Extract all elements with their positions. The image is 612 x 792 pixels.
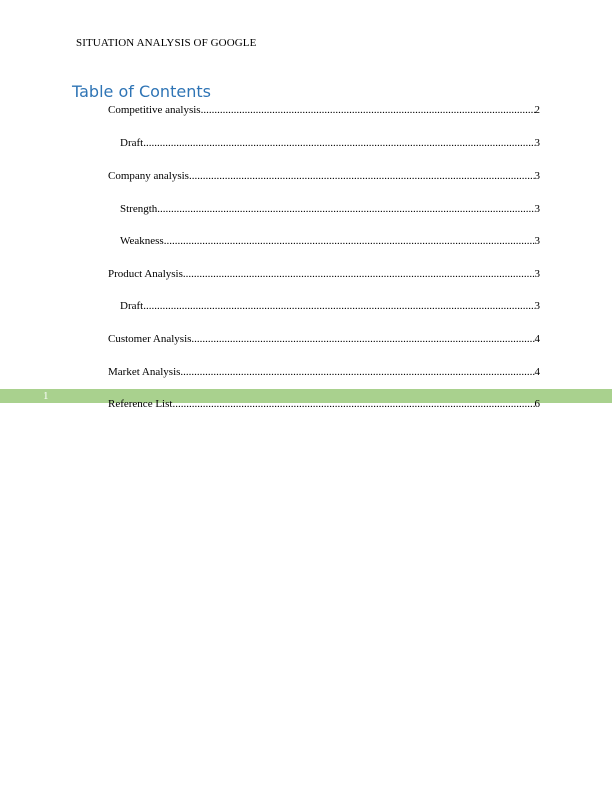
toc-entry-customer-analysis[interactable] — [108, 333, 540, 346]
toc-entry-label: Company analysis — [108, 170, 189, 182]
toc-entry-label: Strength — [120, 203, 158, 215]
toc-leader — [191, 333, 534, 346]
toc-entry-page: 6 — [534, 398, 540, 410]
toc-entry-page: 3 — [534, 203, 540, 215]
toc-entry-reference-list[interactable] — [108, 398, 540, 411]
toc-title: Table of Contents — [72, 82, 211, 101]
toc-entry-page: 3 — [534, 300, 540, 312]
toc-entry-company-analysis[interactable] — [108, 170, 540, 183]
toc-entry-label: Competitive analysis — [108, 104, 201, 116]
toc-entry-product-analysis[interactable] — [108, 268, 540, 281]
toc-entry-strength[interactable] — [120, 203, 540, 216]
toc-entry-label: Customer Analysis — [108, 333, 192, 345]
toc-leader — [201, 104, 535, 117]
page-number: 1 — [43, 390, 49, 402]
toc-entry-market-analysis[interactable] — [108, 366, 540, 379]
toc-leader — [164, 235, 535, 248]
toc-entry-label: Draft — [120, 300, 144, 312]
toc-entry-page: 2 — [534, 104, 540, 116]
toc-entry-label: Weakness — [120, 235, 164, 247]
toc-leader — [143, 137, 534, 150]
toc-entry-page: 4 — [534, 366, 540, 378]
toc-entry-page: 3 — [534, 235, 540, 247]
toc-entry-weakness[interactable] — [120, 235, 540, 248]
toc-leader — [157, 203, 534, 216]
toc-leader — [183, 268, 535, 281]
toc-leader — [189, 170, 535, 183]
toc-entry-label: Reference List — [108, 398, 173, 410]
running-head: SITUATION ANALYSIS OF GOOGLE — [76, 37, 257, 49]
toc-entry-label: Product Analysis — [108, 268, 183, 280]
toc-entry-page: 3 — [534, 170, 540, 182]
toc-entry-competitive-analysis[interactable] — [108, 104, 540, 117]
toc-leader — [180, 366, 534, 379]
toc-leader — [172, 398, 534, 411]
toc-entry-page: 3 — [534, 268, 540, 280]
toc-entry-page: 3 — [534, 137, 540, 149]
toc-entry-draft-2[interactable] — [120, 300, 540, 313]
toc-leader — [143, 300, 534, 313]
toc-entry-draft[interactable] — [120, 137, 540, 150]
toc-entry-label: Draft — [120, 137, 144, 149]
toc-entry-page: 4 — [534, 333, 540, 345]
toc-entry-label: Market Analysis — [108, 366, 181, 378]
